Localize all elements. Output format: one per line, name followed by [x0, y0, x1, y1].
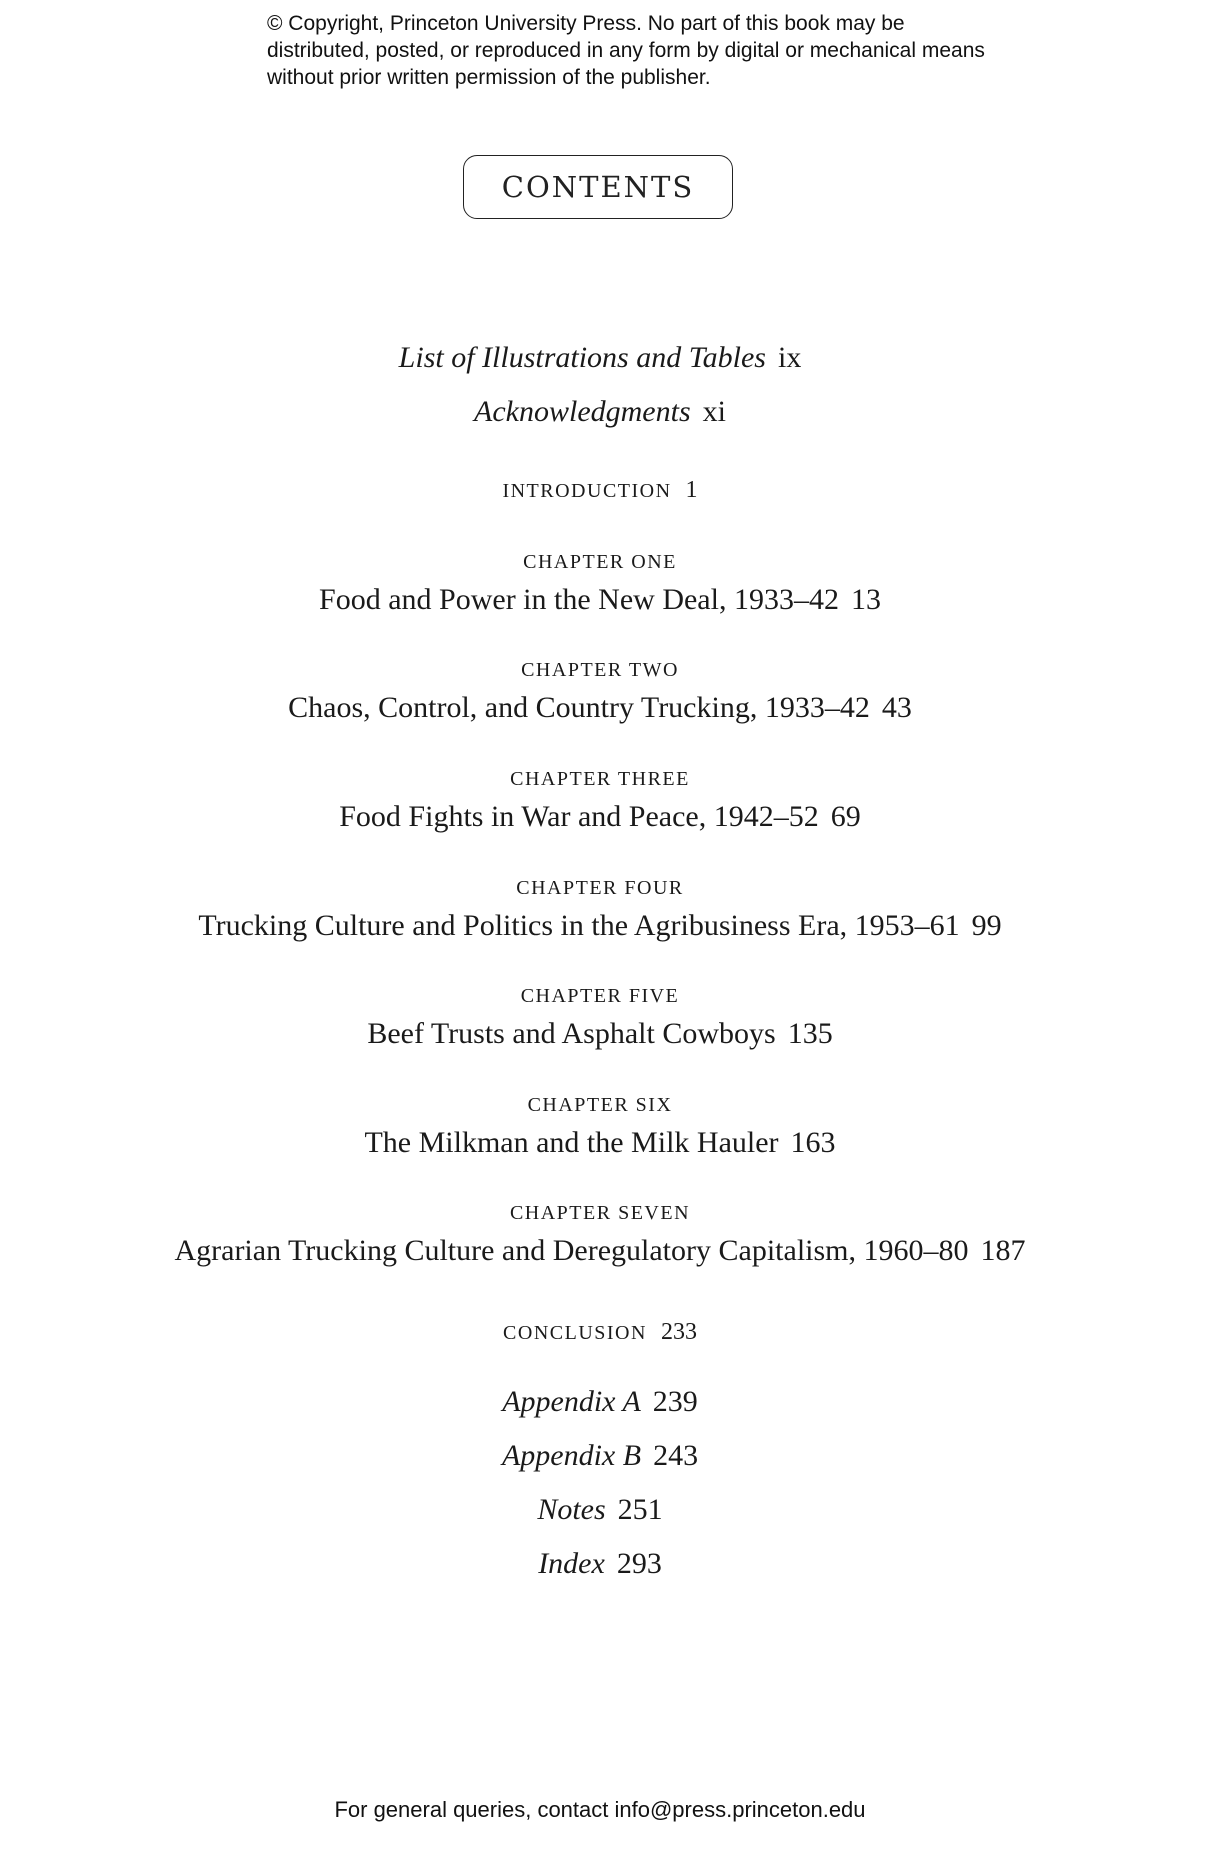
- toc-entry-page: ix: [777, 341, 802, 374]
- contents-heading-label: CONTENTS: [501, 170, 695, 204]
- toc-entry-page: 135: [787, 1017, 833, 1050]
- footer-contact: For general queries, contact info@press.princeton.edu: [334, 1797, 866, 1822]
- chapter-title: Chaos, Control, and Country Trucking, 1933–42: [288, 691, 870, 724]
- chapter-title: Beef Trusts and Asphalt Cowboys: [367, 1017, 776, 1050]
- toc-entry-page: xi: [702, 395, 726, 428]
- toc-entry-chapter-three[interactable]: [0, 800, 1200, 834]
- toc-entry-page: 163: [790, 1126, 836, 1159]
- chapter-title: Trucking Culture and Politics in the Agribusiness Era, 1953–61: [198, 909, 960, 942]
- toc-entry-notes[interactable]: [0, 1495, 1200, 1525]
- toc-entry-title: List of Illustrations and Tables: [398, 341, 766, 374]
- toc-entry-acknowledgments[interactable]: [0, 397, 1200, 427]
- chapter-label: CHAPTER SIX: [527, 1094, 673, 1116]
- toc-entry-page: 43: [881, 691, 912, 724]
- toc-entry-appendix-b[interactable]: [0, 1441, 1200, 1471]
- chapter-label: CHAPTER TWO: [521, 659, 679, 681]
- chapter-label: CHAPTER SEVEN: [509, 1202, 691, 1224]
- toc-entry-page: 99: [971, 909, 1002, 942]
- toc-entry-page: 233: [660, 1319, 697, 1345]
- toc-entry-title: Notes: [537, 1493, 606, 1526]
- chapter-label: CHAPTER FIVE: [520, 985, 680, 1007]
- contents-heading: [463, 155, 733, 219]
- toc-entry-page: 243: [653, 1439, 699, 1472]
- chapter-title: Agrarian Trucking Culture and Deregulatory Capitalism, 1960–80: [174, 1234, 969, 1267]
- toc-entry-list-of-illustrations[interactable]: [0, 343, 1200, 373]
- toc-entry-chapter-seven[interactable]: [0, 1234, 1200, 1268]
- toc-entry-title: Appendix A: [502, 1385, 641, 1418]
- toc-entry-conclusion[interactable]: [0, 1320, 1200, 1345]
- chapter-label: CHAPTER FOUR: [516, 877, 684, 899]
- toc-entry-label: CONCLUSION: [503, 1322, 647, 1344]
- copyright-notice: © Copyright, Princeton University Press. No part of this book may be distributed, posted, or reproduced in any form by digital or mechanical means without prior written permission of the publisher.: [267, 12, 985, 89]
- toc-entry-introduction[interactable]: [0, 478, 1200, 503]
- toc-entry-page: 1: [685, 477, 698, 503]
- toc-entry-page: 13: [850, 583, 881, 616]
- chapter-label: CHAPTER THREE: [510, 768, 690, 790]
- chapter-title: The Milkman and the Milk Hauler: [364, 1126, 779, 1159]
- toc-entry-appendix-a[interactable]: [0, 1387, 1200, 1417]
- toc-entry-index[interactable]: [0, 1549, 1200, 1579]
- chapter-title: Food Fights in War and Peace, 1942–52: [339, 800, 819, 833]
- toc-entry-label: INTRODUCTION: [502, 480, 672, 502]
- toc-entry-title: Index: [538, 1547, 605, 1580]
- toc-entry-title: Acknowledgments: [474, 395, 691, 428]
- toc-entry-page: 239: [652, 1385, 698, 1418]
- toc-entry-page: 69: [830, 800, 861, 833]
- toc-entry-title: Appendix B: [501, 1439, 642, 1472]
- toc-entry-page: 187: [980, 1234, 1026, 1267]
- toc-entry-chapter-one[interactable]: [0, 583, 1200, 617]
- toc-entry-chapter-two[interactable]: [0, 691, 1200, 725]
- toc-entry-chapter-five[interactable]: [0, 1017, 1200, 1051]
- chapter-title: Food and Power in the New Deal, 1933–42: [319, 583, 839, 616]
- chapter-label: CHAPTER ONE: [523, 551, 677, 573]
- toc-entry-page: 293: [616, 1547, 662, 1580]
- toc-entry-page: 251: [617, 1493, 663, 1526]
- toc-entry-chapter-four[interactable]: [0, 909, 1200, 943]
- toc-entry-chapter-six[interactable]: [0, 1126, 1200, 1160]
